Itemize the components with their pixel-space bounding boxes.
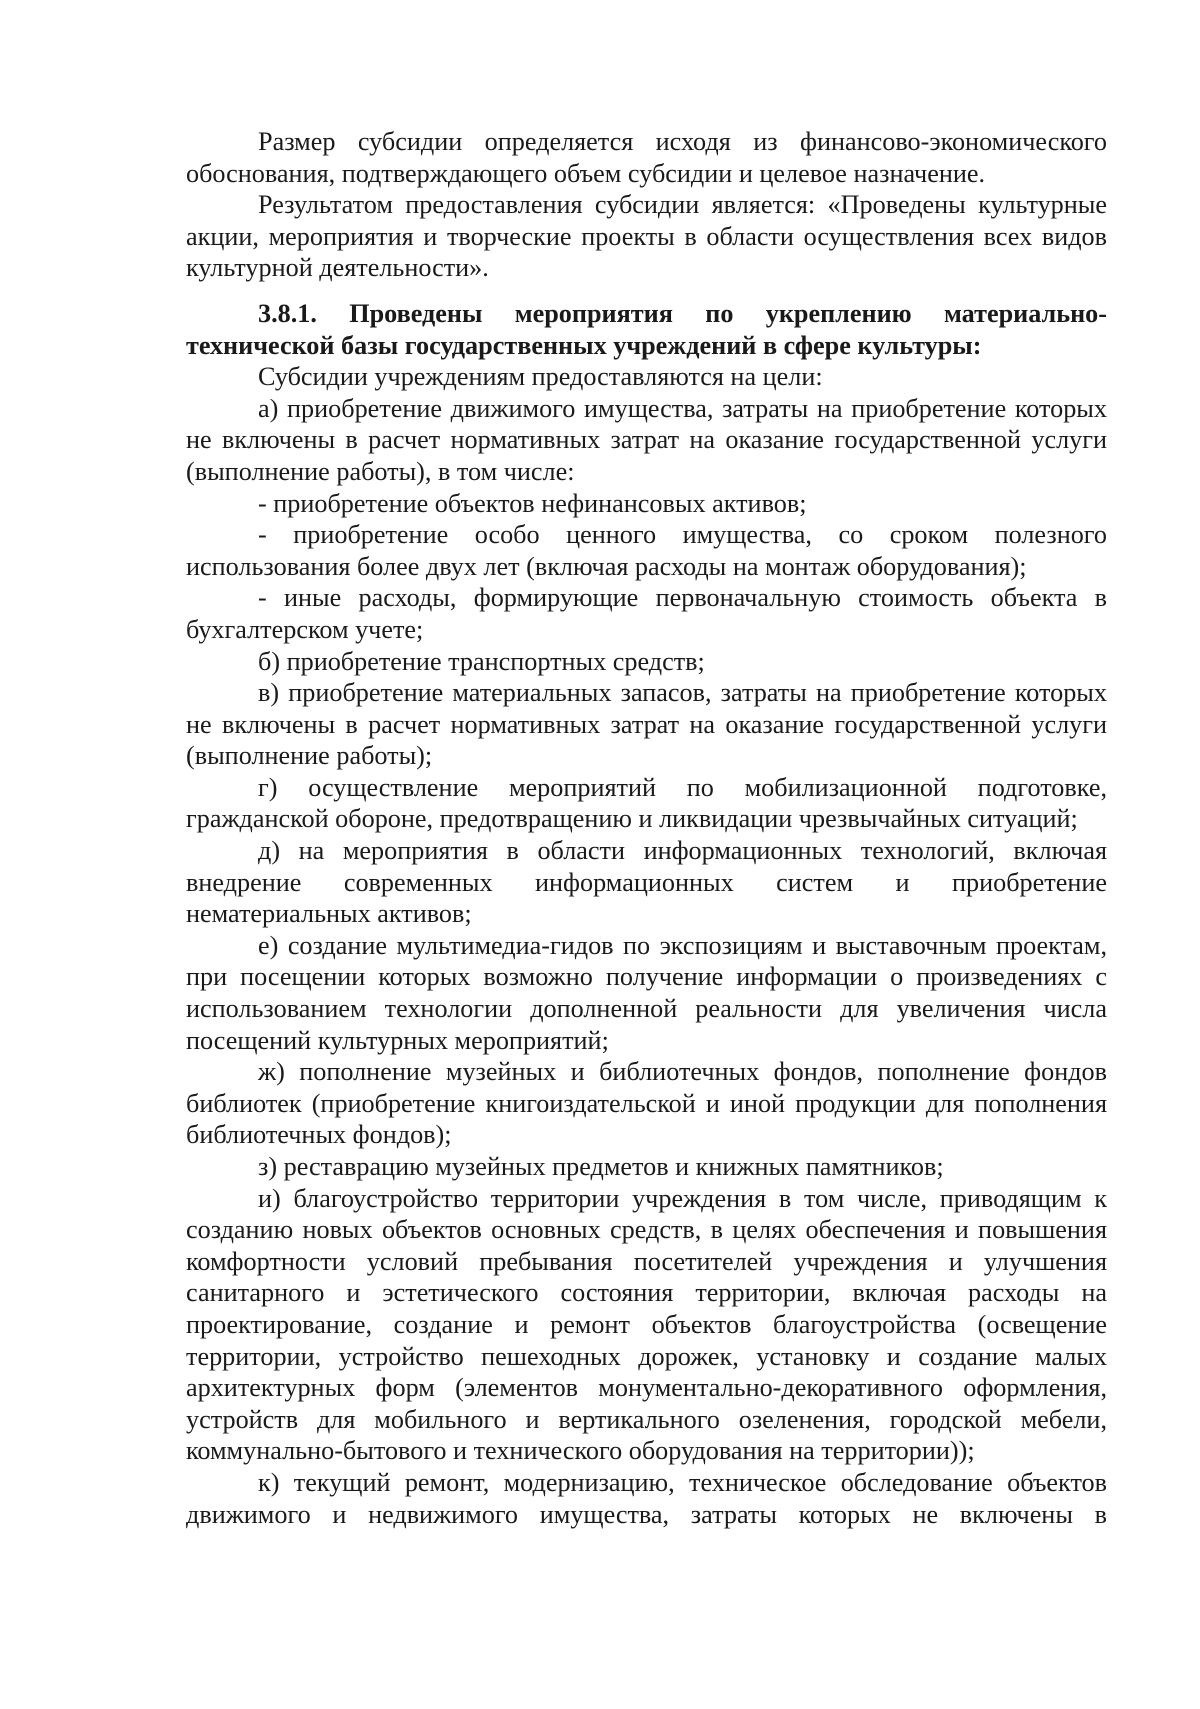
section-heading-3-8-1: 3.8.1. Проведены мероприятия по укреплению материально-технической базы государственных учреждений в сфере культуры:	[186, 298, 1107, 360]
list-item-zh: ж) пополнение музейных и библиотечных фондов, пополнение фондов библиотек (приобретение книгоиздательской и иной продукции для пополнения библиотечных фондов);	[186, 1057, 1107, 1150]
list-item-b: б) приобретение транспортных средств;	[258, 646, 705, 676]
paragraph-subsidy-result: Результатом предоставления субсидии является: «Проведены культурные акции, мероприятия и творческие проекты в области осуществления всех видов культурной деятельности».	[186, 190, 1107, 283]
list-item-v: в) приобретение материальных запасов, затраты на приобретение которых не включены в расчет нормативных затрат на оказание государственной услуги (выполнение работы);	[186, 678, 1107, 771]
list-subitem-other-expenses: - иные расходы, формирующие первоначальную стоимость объекта в бухгалтерском учете;	[186, 583, 1107, 644]
paragraph-purposes-intro: Субсидии учреждениям предоставляются на цели:	[258, 362, 823, 392]
list-item-g: г) осуществление мероприятий по мобилизационной подготовке, гражданской обороне, предотвращению и ликвидации чрезвычайных ситуаций;	[186, 772, 1107, 834]
list-item-e: е) создание мультимедиа-гидов по экспозициям и выставочным проектам, при посещении которых возможно получение информации о произведениях с использованием технологии дополненной реальности для увеличения числа посещений культурных мероприятий;	[186, 930, 1107, 1055]
list-item-a: а) приобретение движимого имущества, затраты на приобретение которых не включены в расчет нормативных затрат на оказание государственной услуги (выполнение работы), в том числе:	[186, 393, 1107, 486]
list-subitem-valuable-property: - приобретение особо ценного имущества, со сроком полезного использования более двух лет (включая расходы на монтаж оборудования);	[186, 520, 1107, 581]
paragraph-subsidy-size: Размер субсидии определяется исходя из финансово-экономического обоснования, подтверждающего объем субсидии и целевое назначение.	[186, 127, 1107, 188]
document-body	[186, 126, 1107, 1530]
list-subitem-nonfinancial-assets: - приобретение объектов нефинансовых активов;	[258, 488, 807, 518]
list-item-i: и) благоустройство территории учреждения в том числе, приводящим к созданию новых объектов основных средств, в целях обеспечения и повышения комфортности условий пребывания посетителей учреждения и улучшения санитарного и эстетического состояния территории, включая расходы на проектирование, создание и ремонт объектов благоустройства (освещение территории, устройство пешеходных дорожек, установку и создание малых архитектурных форм (элементов монументально-декоративного оформления, устройств для мобильного и вертикального озеленения, городской мебели, коммунально-бытового и технического оборудования на территории));	[186, 1183, 1107, 1466]
list-item-z: з) реставрацию музейных предметов и книжных памятников;	[258, 1152, 944, 1181]
list-item-k: к) текущий ремонт, модернизацию, техническое обследование объектов движимого и недвижимого имущества, затраты которых не включены в	[186, 1467, 1107, 1529]
list-item-d: д) на мероприятия в области информационных технологий, включая внедрение современных информационных систем и приобретение нематериальных активов;	[186, 836, 1107, 929]
